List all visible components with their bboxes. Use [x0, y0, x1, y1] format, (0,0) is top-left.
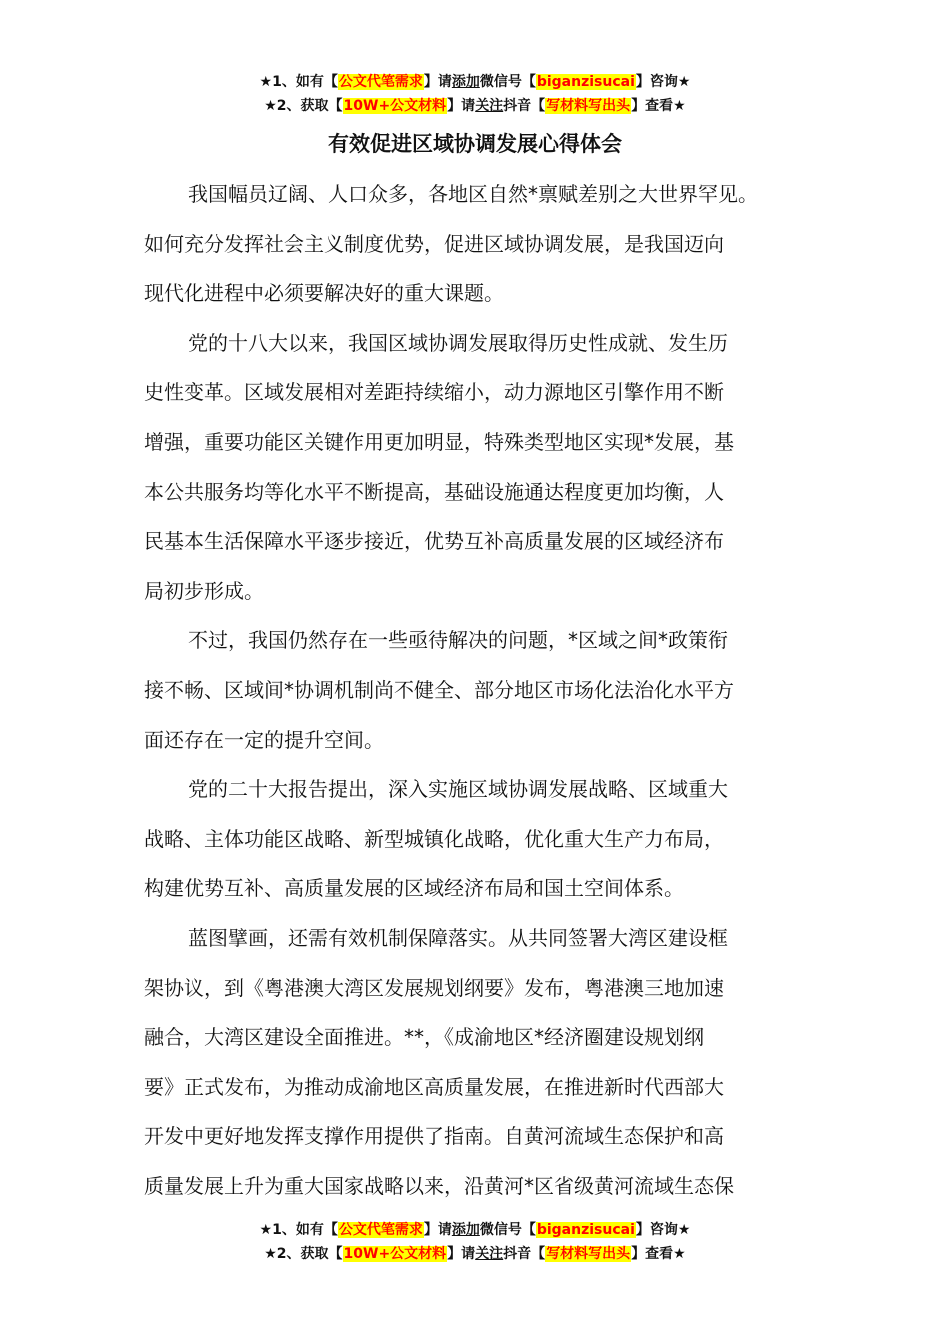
promo-highlight: 10W+公文材料	[343, 1246, 447, 1262]
text-line: 构建优势互补、高质量发展的区域经济布局和国土空间体系。	[144, 876, 684, 901]
promo-highlight-wechat-id: biganzisucai	[536, 74, 635, 90]
promo-text: 】请	[423, 74, 452, 90]
promo-highlight: 公文代笔需求	[338, 74, 423, 90]
text-line: 增强，重要功能区关键作用更加明显，特殊类型地区实现*发展，基	[144, 429, 734, 454]
promo-text: 】请	[447, 98, 476, 114]
paragraph-4	[144, 765, 814, 914]
promo-highlight: 10W+公文材料	[343, 98, 447, 114]
text-line: 本公共服务均等化水平不断提高，基础设施通达程度更加均衡，人	[144, 479, 724, 504]
text-line: 党的十八大以来，我国区域协调发展取得历史性成就、发生历	[188, 330, 728, 355]
text-line: 接不畅、区域间*协调机制尚不健全、部分地区市场化法治化水平方	[144, 677, 734, 702]
text-line: 现代化进程中必须要解决好的重大课题。	[144, 281, 504, 306]
promo-banner-bottom	[0, 1218, 950, 1266]
promo-underlined-text: 添加	[451, 1222, 480, 1238]
paragraph-2	[144, 319, 814, 617]
promo-text: 】查看★	[631, 1246, 686, 1262]
paragraph-3	[144, 616, 814, 765]
promo-text: ★1、如有【	[259, 74, 338, 90]
text-line: 质量发展上升为重大国家战略以来，沿黄河*区省级黄河流域生态保	[144, 1173, 734, 1198]
promo-text: 】请	[423, 1222, 452, 1238]
document-title: 有效促进区域协调发展心得体会	[328, 132, 622, 156]
promo-text: ★2、获取【	[264, 1246, 343, 1262]
promo-text: 微信号【	[479, 74, 536, 90]
promo-text: 】请	[447, 1246, 476, 1262]
promo-text: ★1、如有【	[259, 1222, 338, 1238]
text-line: 开发中更好地发挥支撑作用提供了指南。自黄河流域生态保护和高	[144, 1124, 724, 1149]
text-line: 民基本生活保障水平逐步接近，优势互补高质量发展的区域经济布	[144, 529, 724, 554]
promo-text: ★2、获取【	[264, 98, 343, 114]
paragraph-1	[144, 170, 814, 319]
promo-underlined-text: 添加	[451, 74, 480, 90]
promo-line-2	[0, 1242, 950, 1266]
promo-text: 抖音【	[503, 98, 546, 114]
text-line: 史性变革。区域发展相对差距持续缩小，动力源地区引擎作用不断	[144, 380, 724, 405]
text-line: 党的二十大报告提出，深入实施区域协调发展战略、区域重大	[188, 777, 728, 802]
text-line: 不过，我国仍然存在一些亟待解决的问题，*区域之间*政策衔	[188, 628, 728, 653]
promo-underlined-text: 关注	[475, 1246, 504, 1262]
promo-highlight: 公文代笔需求	[338, 1222, 423, 1238]
promo-text: 】咨询★	[635, 1222, 691, 1238]
promo-text: 微信号【	[479, 1222, 536, 1238]
text-line: 蓝图擘画，还需有效机制保障落实。从共同签署大湾区建设框	[188, 925, 728, 950]
promo-highlight-douyin-id: 写材料写出头	[546, 98, 631, 114]
text-line: 我国幅员辽阔、人口众多，各地区自然*禀赋差别之大世界罕见。	[188, 182, 758, 206]
text-line: 如何充分发挥社会主义制度优势，促进区域协调发展，是我国迈向	[144, 231, 724, 256]
paragraph-5	[144, 914, 814, 1212]
document-body	[144, 170, 814, 1211]
promo-line-1	[0, 70, 950, 94]
promo-highlight-wechat-id: biganzisucai	[536, 1222, 635, 1238]
text-line: 局初步形成。	[144, 578, 264, 603]
text-line: 面还存在一定的提升空间。	[144, 727, 384, 752]
promo-highlight-douyin-id: 写材料写出头	[546, 1246, 631, 1262]
text-line: 要》正式发布，为推动成渝地区高质量发展，在推进新时代西部大	[144, 1074, 724, 1099]
promo-underlined-text: 关注	[475, 98, 504, 114]
promo-line-2	[0, 94, 950, 118]
promo-line-1	[0, 1218, 950, 1242]
text-line: 战略、主体功能区战略、新型城镇化战略，优化重大生产力布局，	[144, 826, 724, 851]
promo-text: 抖音【	[503, 1246, 546, 1262]
promo-banner-top	[0, 70, 950, 118]
promo-text: 】咨询★	[635, 74, 691, 90]
text-line: 架协议，到《粤港澳大湾区发展规划纲要》发布，粤港澳三地加速	[144, 975, 724, 1000]
text-line: 融合，大湾区建设全面推进。**，《成渝地区*经济圈建设规划纲	[144, 1025, 704, 1050]
promo-text: 】查看★	[631, 98, 686, 114]
